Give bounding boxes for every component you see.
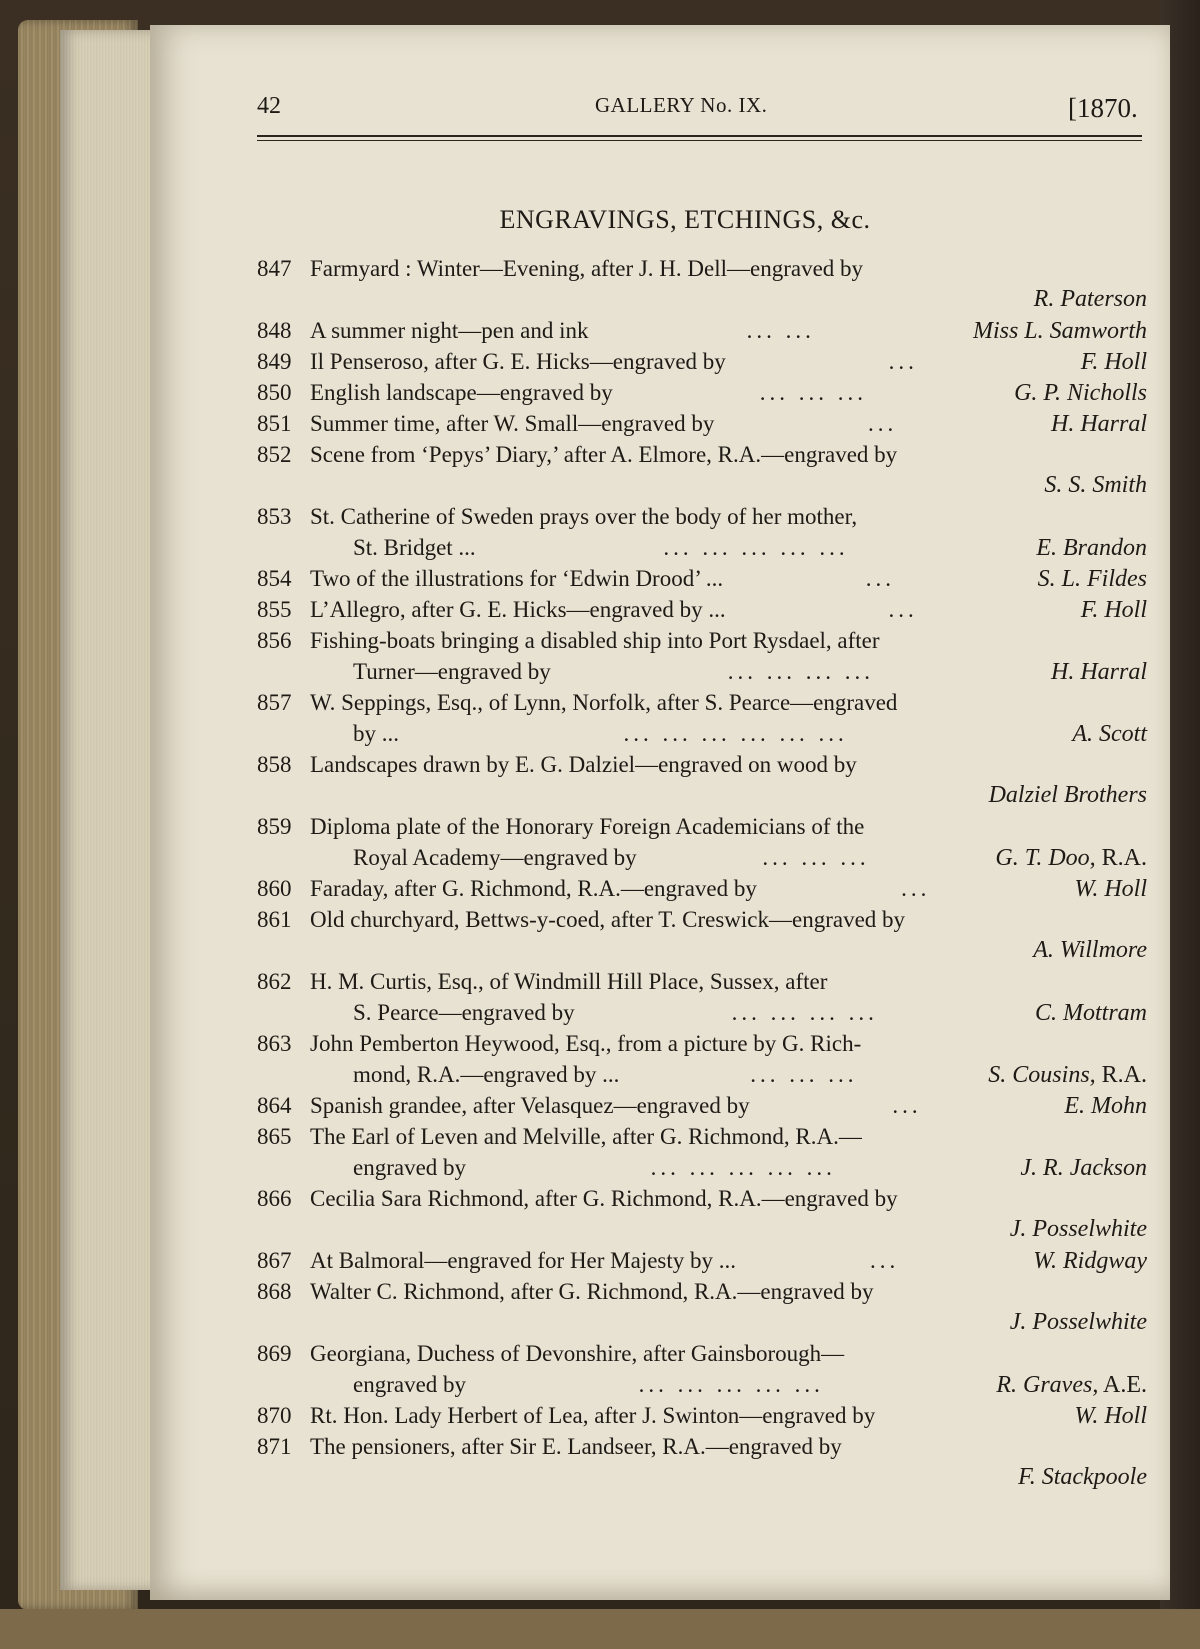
- artist-name: S. S. Smith: [1044, 472, 1147, 498]
- entry-artist: [1034, 284, 1147, 315]
- entry-description-continued: engraved by: [353, 1155, 467, 1180]
- entry-line-continued: [257, 1152, 1147, 1183]
- entry-description: Spanish grandee, after Velasquez—engraved by: [310, 1093, 750, 1118]
- page-number: 42: [257, 93, 281, 119]
- entry-artist: [1044, 470, 1147, 501]
- catalogue-entry: [257, 1028, 1147, 1090]
- entry-line: [257, 1028, 1147, 1059]
- entry-artist: [995, 843, 1147, 874]
- entry-description: Farmyard : Winter—Evening, after J. H. Dell—engraved by: [310, 256, 864, 281]
- entry-artist-line: [257, 780, 1147, 811]
- leader-dots: ...: [865, 566, 896, 591]
- artist-name: R. Graves,: [996, 1372, 1099, 1398]
- catalogue-entry: [257, 315, 1147, 346]
- artist-name: F. Stackpoole: [1018, 1464, 1147, 1490]
- entry-line: [257, 1245, 1147, 1276]
- entry-description-continued: by ...: [353, 721, 399, 746]
- artist-name: A. Willmore: [1033, 937, 1147, 963]
- catalogue-entry: [257, 594, 1147, 625]
- gallery-title: GALLERY No. IX.: [595, 93, 768, 117]
- entry-description: The pensioners, after Sir E. Landseer, R.A.—engraved by: [310, 1434, 842, 1459]
- entry-line: [257, 253, 1147, 284]
- entry-line: [257, 811, 1147, 842]
- entry-line: [257, 346, 1147, 377]
- artist-suffix: R.A.: [1095, 1062, 1147, 1088]
- entry-artist-line: [257, 935, 1147, 966]
- entry-artist: [1033, 1246, 1147, 1277]
- year: [1870.: [1068, 93, 1138, 123]
- book-cover-bottom: [0, 1609, 1200, 1649]
- catalogue-entry: [257, 439, 1147, 501]
- catalogue-entry: [257, 625, 1147, 687]
- entry-list: [257, 253, 1147, 1493]
- entry-number: 861: [257, 907, 292, 932]
- entry-description: W. Seppings, Esq., of Lynn, Norfolk, after S. Pearce—engraved: [310, 690, 898, 715]
- entry-artist: [1038, 564, 1147, 595]
- artist-name: J. Posselwhite: [1009, 1309, 1147, 1335]
- entry-description: H. M. Curtis, Esq., of Windmill Hill Place, Sussex, after: [310, 969, 828, 994]
- entry-artist: [1036, 533, 1147, 564]
- entry-line: [257, 966, 1147, 997]
- entry-description: L’Allegro, after G. E. Hicks—engraved by ...: [310, 597, 726, 622]
- catalogue-entry: [257, 1121, 1147, 1183]
- catalogue-entry: [257, 1276, 1147, 1338]
- leader-dots: ... ... ...: [759, 380, 868, 405]
- entry-description: Rt. Hon. Lady Herbert of Lea, after J. Swinton—engraved by: [310, 1403, 876, 1428]
- entry-number: 848: [257, 318, 292, 343]
- artist-name: H. Harral: [1050, 659, 1147, 685]
- entry-number: 854: [257, 566, 292, 591]
- artist-name: Miss L. Samworth: [972, 318, 1147, 344]
- catalogue-entry: [257, 811, 1147, 873]
- entry-description: Summer time, after W. Small—engraved by: [310, 411, 715, 436]
- entry-line: [257, 315, 1147, 346]
- catalogue-entry: [257, 873, 1147, 904]
- entry-number: 869: [257, 1341, 292, 1366]
- catalogue-entry: [257, 1400, 1147, 1431]
- entry-artist: [973, 316, 1147, 347]
- artist-name: H. Harral: [1050, 411, 1147, 437]
- leader-dots: ... ... ... ...: [727, 659, 875, 684]
- entry-description: At Balmoral—engraved for Her Majesty by ...: [310, 1248, 737, 1273]
- entry-line: [257, 501, 1147, 532]
- catalogue-entry: [257, 346, 1147, 377]
- entry-artist-line: [257, 1214, 1147, 1245]
- entry-number: 862: [257, 969, 292, 994]
- leader-dots: ...: [892, 1093, 922, 1118]
- artist-name: W. Holl: [1074, 1403, 1147, 1429]
- catalogue-entry: [257, 966, 1147, 1028]
- entry-line: [257, 625, 1147, 656]
- entry-artist: [996, 1370, 1147, 1401]
- leader-dots: ... ... ... ...: [731, 1000, 878, 1025]
- artist-name: R. Paterson: [1033, 286, 1147, 312]
- entry-artist: [1018, 1462, 1147, 1493]
- entry-artist: [1051, 657, 1147, 688]
- leader-dots: ...: [888, 349, 918, 374]
- catalogue-entry: [257, 253, 1147, 315]
- entry-artist: [1051, 409, 1147, 440]
- entry-description: Fishing-boats bringing a disabled ship into Port Rysdael, after: [310, 628, 880, 653]
- entry-artist: [989, 780, 1147, 811]
- entry-number: 858: [257, 752, 292, 777]
- entry-line: [257, 594, 1147, 625]
- entry-line: [257, 563, 1147, 594]
- entry-artist: [1072, 719, 1147, 750]
- entry-description: Il Penseroso, after G. E. Hicks—engraved by: [310, 349, 726, 374]
- catalogue-entry: [257, 1431, 1147, 1493]
- entry-artist: [1035, 998, 1147, 1029]
- header-rule: [257, 135, 1142, 137]
- entry-description-continued: St. Bridget ...: [353, 535, 476, 560]
- entry-description-continued: mond, R.A.—engraved by ...: [353, 1062, 620, 1087]
- catalogue-entry: [257, 408, 1147, 439]
- entry-line: [257, 439, 1147, 470]
- entry-number: 849: [257, 349, 292, 374]
- entry-description: John Pemberton Heywood, Esq., from a picture by G. Rich-: [310, 1031, 862, 1056]
- entry-line: [257, 873, 1147, 904]
- entry-number: 855: [257, 597, 292, 622]
- entry-artist: [1014, 378, 1147, 409]
- artist-name: S. L. Fildes: [1037, 566, 1147, 592]
- artist-name: A. Scott: [1072, 721, 1147, 747]
- entry-number: 850: [257, 380, 292, 405]
- catalogue-entry: [257, 1338, 1147, 1400]
- catalogue-entry: [257, 687, 1147, 749]
- entry-description-continued: Royal Academy—engraved by: [353, 845, 637, 870]
- artist-name: J. Posselwhite: [1009, 1216, 1147, 1242]
- entry-number: 851: [257, 411, 292, 436]
- catalogue-entry: [257, 1090, 1147, 1121]
- entry-description: St. Catherine of Sweden prays over the body of her mother,: [310, 504, 858, 529]
- entry-artist: [1033, 935, 1147, 966]
- entry-description: Walter C. Richmond, after G. Richmond, R.A.—engraved by: [310, 1279, 874, 1304]
- entry-line-continued: [257, 532, 1147, 563]
- leader-dots: ...: [888, 597, 918, 622]
- entry-line: [257, 1183, 1147, 1214]
- entry-number: 864: [257, 1093, 292, 1118]
- catalogue-entry: [257, 1183, 1147, 1245]
- entry-description: The Earl of Leven and Melville, after G. Richmond, R.A.—: [310, 1124, 862, 1149]
- entry-number: 870: [257, 1403, 292, 1428]
- artist-name: W. Holl: [1074, 876, 1147, 902]
- artist-suffix: R.A.: [1095, 845, 1147, 871]
- entry-artist-line: [257, 470, 1147, 501]
- entry-artist: [1064, 1091, 1147, 1122]
- entry-number: 852: [257, 442, 292, 467]
- entry-description-continued: S. Pearce—engraved by: [353, 1000, 575, 1025]
- entry-artist-line: [257, 284, 1147, 315]
- entry-artist: [1010, 1307, 1147, 1338]
- header-rule-thin: [257, 140, 1142, 141]
- leader-dots: ... ... ... ... ...: [650, 1155, 836, 1180]
- entry-number: 859: [257, 814, 292, 839]
- leader-dots: ... ...: [746, 318, 815, 343]
- entry-description: Old churchyard, Bettws-y-coed, after T. Creswick—engraved by: [310, 907, 906, 932]
- entry-description: Diploma plate of the Honorary Foreign Academicians of the: [310, 814, 865, 839]
- leader-dots: ...: [868, 411, 898, 436]
- entry-line-continued: [257, 842, 1147, 873]
- entry-artist-line: [257, 1462, 1147, 1493]
- entry-line-continued: [257, 718, 1147, 749]
- entry-number: 865: [257, 1124, 292, 1149]
- catalogue-entry: [257, 749, 1147, 811]
- artist-name: C. Mottram: [1034, 1000, 1147, 1026]
- artist-name: F. Holl: [1080, 597, 1147, 623]
- entry-number: 867: [257, 1248, 292, 1273]
- entry-description: Scene from ‘Pepys’ Diary,’ after A. Elmore, R.A.—engraved by: [310, 442, 898, 467]
- leader-dots: ...: [901, 876, 931, 901]
- entry-description: English landscape—engraved by: [310, 380, 613, 405]
- entry-number: 856: [257, 628, 292, 653]
- catalogue-entry: [257, 377, 1147, 408]
- entry-line: [257, 904, 1147, 935]
- entry-number: 857: [257, 690, 292, 715]
- entry-line-continued: [257, 656, 1147, 687]
- entry-artist: [1010, 1214, 1147, 1245]
- entry-line: [257, 408, 1147, 439]
- entry-number: 866: [257, 1186, 292, 1211]
- entry-line-continued: [257, 1369, 1147, 1400]
- leader-dots: ... ... ...: [762, 845, 870, 870]
- catalogue-page: [150, 25, 1170, 1600]
- entry-description: Landscapes drawn by E. G. Dalziel—engraved on wood by: [310, 752, 857, 777]
- leader-dots: ... ... ...: [750, 1062, 858, 1087]
- entry-description: Faraday, after G. Richmond, R.A.—engraved by: [310, 876, 757, 901]
- artist-name: W. Ridgway: [1033, 1248, 1147, 1274]
- entry-description: Two of the illustrations for ‘Edwin Drood’ ...: [310, 566, 724, 591]
- leader-dots: ... ... ... ... ...: [663, 535, 849, 560]
- artist-name: Dalziel Brothers: [988, 782, 1147, 808]
- entry-line: [257, 1400, 1147, 1431]
- entry-line: [257, 1121, 1147, 1152]
- entry-line: [257, 1276, 1147, 1307]
- catalogue-entry: [257, 501, 1147, 563]
- page-edges: [60, 30, 160, 1590]
- entry-number: 871: [257, 1434, 292, 1459]
- entry-artist: [1081, 347, 1147, 378]
- artist-name: S. Cousins,: [988, 1062, 1096, 1088]
- entry-line-continued: [257, 1059, 1147, 1090]
- entry-description: A summer night—pen and ink: [310, 318, 589, 343]
- entry-number: 868: [257, 1279, 292, 1304]
- artist-name: G. T. Doo,: [995, 845, 1096, 871]
- leader-dots: ...: [870, 1248, 900, 1273]
- entry-number: 853: [257, 504, 292, 529]
- entry-description-continued: engraved by: [353, 1372, 467, 1397]
- leader-dots: ... ... ... ... ...: [638, 1372, 824, 1397]
- entry-number: 863: [257, 1031, 292, 1056]
- artist-name: E. Mohn: [1064, 1093, 1147, 1119]
- artist-suffix: A.E.: [1098, 1372, 1147, 1398]
- entry-artist: [988, 1060, 1147, 1091]
- entry-artist: [1020, 1153, 1147, 1184]
- entry-line: [257, 1338, 1147, 1369]
- entry-description: Georgiana, Duchess of Devonshire, after Gainsborough—: [310, 1341, 845, 1366]
- entry-line: [257, 1431, 1147, 1462]
- catalogue-entry: [257, 563, 1147, 594]
- entry-artist: [1075, 1401, 1147, 1432]
- entry-line: [257, 1090, 1147, 1121]
- entry-line-continued: [257, 997, 1147, 1028]
- leader-dots: ... ... ... ... ... ...: [623, 721, 848, 746]
- entry-number: 860: [257, 876, 292, 901]
- section-title: ENGRAVINGS, ETCHINGS, &c.: [499, 205, 871, 234]
- entry-number: 847: [257, 256, 292, 281]
- entry-line: [257, 377, 1147, 408]
- entry-artist: [1075, 874, 1147, 905]
- artist-name: G. P. Nicholls: [1014, 380, 1147, 406]
- catalogue-entry: [257, 904, 1147, 966]
- entry-line: [257, 687, 1147, 718]
- artist-name: E. Brandon: [1036, 535, 1147, 561]
- entry-artist: [1081, 595, 1147, 626]
- entry-description: Cecilia Sara Richmond, after G. Richmond, R.A.—engraved by: [310, 1186, 898, 1211]
- entry-artist-line: [257, 1307, 1147, 1338]
- entry-line: [257, 749, 1147, 780]
- artist-name: J. R. Jackson: [1020, 1155, 1147, 1181]
- catalogue-entry: [257, 1245, 1147, 1276]
- entry-description-continued: Turner—engraved by: [353, 659, 551, 684]
- artist-name: F. Holl: [1080, 349, 1147, 375]
